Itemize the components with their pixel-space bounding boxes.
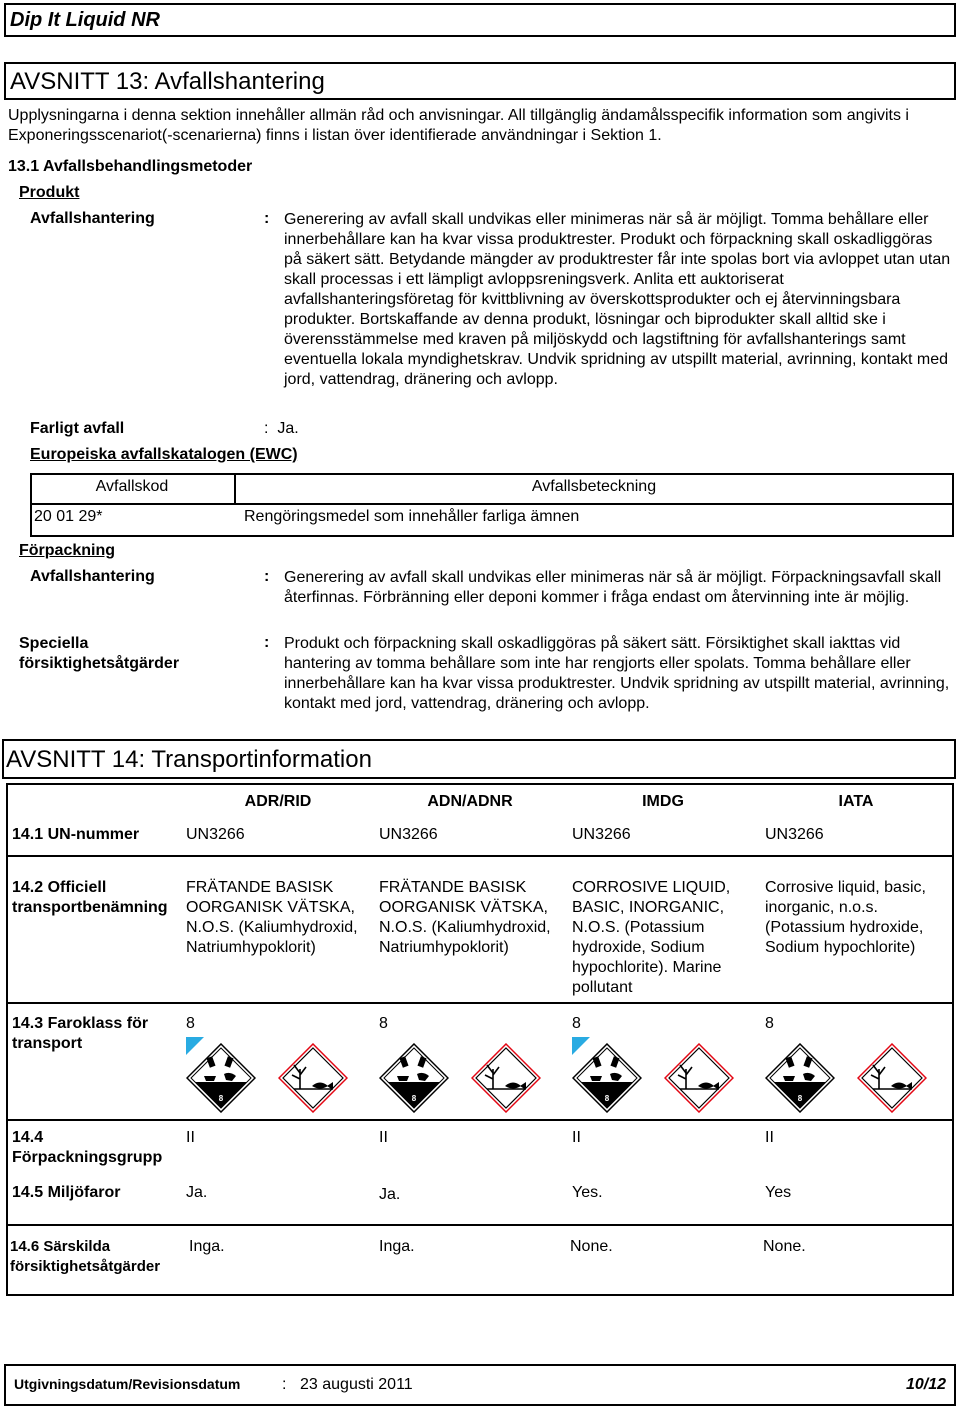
ewc-code: 20 01 29*	[34, 508, 103, 525]
section13-title: AVSNITT 13: Avfallshantering	[10, 68, 325, 95]
col-iata: IATA	[838, 793, 874, 810]
svg-text:8: 8	[797, 1094, 803, 1103]
speciella-text: Produkt och förpackning skall oskadliggöras på säkert sätt. Försiktighet skall iakttas vid hantering av tomma behållare som inte har rengjorts eller spolats. Tomma behållare eller innerbehållare kan ha kvar vissa produktrester. Undvik spridning av utspillt material, avrinning, kontakt med jord, vattendrag, dränering och avlopp.	[284, 635, 950, 712]
environment-icon	[664, 1043, 734, 1113]
section13-title-box	[4, 62, 956, 100]
ewc-table	[30, 473, 954, 537]
pg-adr: II	[186, 1129, 195, 1146]
special-adr: Inga.	[189, 1238, 225, 1255]
un-imdg: UN3266	[572, 826, 631, 843]
env-iata: Yes	[765, 1184, 792, 1201]
farligt-avfall-value	[264, 420, 299, 438]
svg-text:8: 8	[411, 1094, 417, 1103]
avfallshantering-text: Generering av avfall skall undvikas eller minimeras när så är möjligt. Tomma behållare eller innerbehållare kan ha kvar vissa produktrester. Produkt och förpackning skall oskadliggöras på säkert sätt. Betydande mängder av produktrester får inte spolas bort via avloppet utan utan skall processas i ett lämpligt avloppsreningsverk. Anlita ett auktoriserat avfallshanteringsföretag för kvittblivning av överskottsprodukter och ej återvinningsbara produkter. Bortskaffande av denna produkt, lösningar och biprodukter skall alltid ske i överensstämmelse med kraven på miljöskydd och lagstiftning för avfallshanterings samt eventuella lokala myndighetskrav. Undvik spridning av utspillt material, avrinning, kontakt med jord, vattendrag, dränering och avlopp.	[284, 211, 951, 388]
row-un-label: 14.1 UN-nummer	[12, 826, 140, 843]
footer-date: 23 augusti 2011	[300, 1376, 413, 1393]
footer-label: Utgivningsdatum/Revisionsdatum	[14, 1376, 241, 1392]
ewc-desc: Rengöringsmedel som innehåller farliga ämnen	[244, 508, 580, 525]
section14-title: AVSNITT 14: Transportinformation	[6, 746, 372, 773]
class-imdg: 8	[572, 1015, 581, 1032]
colon: :	[264, 210, 270, 227]
row-special-label: 14.6 Särskilda försiktighetsåtgärder	[10, 1238, 161, 1275]
env-imdg: Yes.	[572, 1184, 603, 1201]
section14-title-box	[2, 739, 956, 779]
avfallshantering-label: Avfallshantering	[30, 210, 155, 227]
class-iata: 8	[765, 1015, 774, 1032]
section13-intro: Upplysningarna i denna sektion innehåller allmän råd och anvisningar. All tillgänglig ändamålsspecifik information som angivits i Exponeringsscenariot(-scenarierna) finns i listan över identifierade användningar i Sektion 1.	[8, 107, 909, 144]
ewc-col-code: Avfallskod	[95, 478, 169, 495]
corrosive-icon	[572, 1043, 642, 1113]
speciella-label: Speciella försiktighetsåtgärder	[19, 635, 180, 672]
footer-colon: :	[282, 1376, 287, 1393]
colon: :	[264, 420, 269, 437]
name-imdg: CORROSIVE LIQUID, BASIC, INORGANIC, N.O.S. (Potassium hydroxide, Sodium hypochlorite). Marine pollutant	[572, 879, 731, 996]
ewc-heading: Europeiska avfallskatalogen (EWC)	[30, 446, 298, 463]
colon: :	[264, 634, 270, 651]
env-adr: Ja.	[186, 1184, 208, 1201]
colon: :	[264, 568, 270, 585]
section13-subheading: 13.1 Avfallsbehandlingsmetoder	[8, 158, 253, 175]
produkt-heading: Produkt	[19, 184, 80, 201]
environment-icon	[471, 1043, 541, 1113]
environment-icon	[278, 1043, 348, 1113]
corrosive-icon	[186, 1043, 256, 1113]
row-pg-label: 14.4 Förpackningsgrupp	[12, 1129, 163, 1166]
transport-table	[6, 783, 954, 1296]
row-env-label: 14.5 Miljöfaror	[12, 1184, 121, 1201]
svg-text:8: 8	[604, 1094, 610, 1103]
pg-adn: II	[379, 1129, 388, 1146]
special-imdg: None.	[570, 1238, 613, 1255]
name-iata: Corrosive liquid, basic, inorganic, n.o.s. (Potassium hydroxide, Sodium hypochlorite)	[765, 879, 926, 956]
col-imdg: IMDG	[642, 793, 684, 810]
un-iata: UN3266	[765, 826, 824, 843]
row-class-label: 14.3 Faroklass för transport	[12, 1015, 149, 1052]
row-name-label: 14.2 Officiell transportbenämning	[12, 879, 168, 916]
svg-text:8: 8	[218, 1094, 224, 1103]
env-adn: Ja.	[379, 1186, 401, 1203]
un-adr: UN3266	[186, 826, 245, 843]
pg-iata: II	[765, 1129, 774, 1146]
footer-page: 10/12	[905, 1376, 946, 1393]
corrosive-icon	[765, 1043, 835, 1113]
special-adn: Inga.	[379, 1238, 415, 1255]
col-adn: ADN/ADNR	[427, 793, 513, 810]
forp-avfallshantering-text: Generering av avfall skall undvikas eller minimeras när så är möjligt. Förpackningsavfall skall återfinnas. Förbränning eller deponi kommer i fråga endast om återvinning inte är möjlig.	[284, 569, 942, 606]
header-box	[4, 3, 956, 37]
name-adr: FRÄTANDE BASISK OORGANISK VÄTSKA, N.O.S. (Kaliumhydroxid, Natriumhypoklorit)	[186, 879, 358, 956]
forp-avfallshantering-label: Avfallshantering	[30, 568, 155, 585]
col-adr: ADR/RID	[244, 793, 312, 810]
corrosive-icon	[379, 1043, 449, 1113]
un-adn: UN3266	[379, 826, 438, 843]
class-adr: 8	[186, 1015, 195, 1032]
forpackning-heading: Förpackning	[19, 542, 116, 559]
product-name: Dip It Liquid NR	[10, 9, 160, 31]
farligt-avfall-label: Farligt avfall	[30, 420, 125, 437]
ewc-col-desc: Avfallsbeteckning	[531, 478, 657, 495]
pg-imdg: II	[572, 1129, 581, 1146]
farligt-value: Ja.	[277, 420, 299, 437]
footer-box	[4, 1364, 956, 1406]
class-adn: 8	[379, 1015, 388, 1032]
environment-icon	[857, 1043, 927, 1113]
name-adn: FRÄTANDE BASISK OORGANISK VÄTSKA, N.O.S. (Kaliumhydroxid, Natriumhypoklorit)	[379, 879, 551, 956]
special-iata: None.	[763, 1238, 806, 1255]
